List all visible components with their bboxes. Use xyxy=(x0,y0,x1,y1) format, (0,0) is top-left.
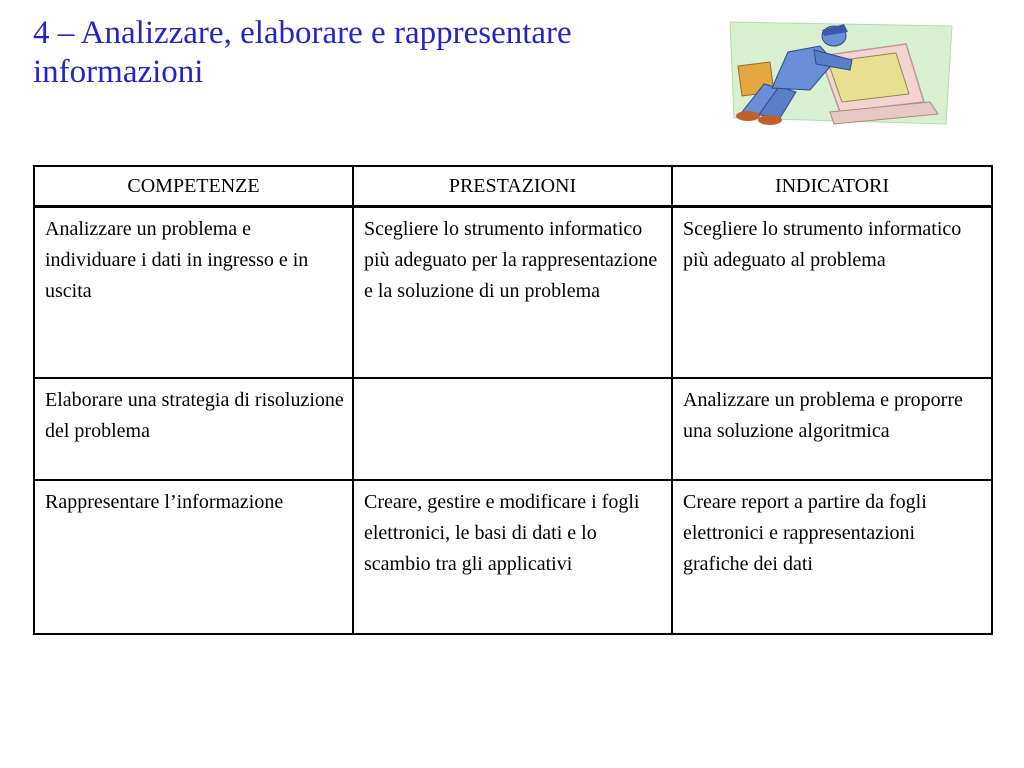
header-indicatori: INDICATORI xyxy=(672,166,992,206)
table-cell: Analizzare un problema e proporre una soluzione algoritmica xyxy=(672,378,992,480)
slide-title-line-2: informazioni xyxy=(33,54,204,90)
table-cell: Rappresentare l’informazione xyxy=(34,480,353,634)
table-cell: Creare, gestire e modificare i fogli elettronici, le basi di dati e lo scambio tra gli applicativi xyxy=(353,480,672,634)
table-header-row xyxy=(34,166,992,206)
header-competenze: COMPETENZE xyxy=(34,166,353,206)
table-cell: Creare report a partire da fogli elettronici e rappresentazioni grafiche dei dati xyxy=(672,480,992,634)
table-row xyxy=(34,378,992,480)
slide-title-line-1: 4 – Analizzare, elaborare e rappresentare xyxy=(33,15,572,51)
table-cell xyxy=(353,378,672,480)
header-prestazioni: PRESTAZIONI xyxy=(353,166,672,206)
table-cell: Scegliere lo strumento informatico più adeguato al problema xyxy=(672,206,992,378)
slide-title xyxy=(33,14,713,92)
table-cell: Scegliere lo strumento informatico più adeguato per la rappresentazione e la soluzione di un problema xyxy=(353,206,672,378)
table-cell: Analizzare un problema e individuare i dati in ingresso e in uscita xyxy=(34,206,353,378)
person-reaching-into-computer-icon xyxy=(724,16,956,128)
table-row xyxy=(34,206,992,378)
table-cell: Elaborare una strategia di risoluzione del problema xyxy=(34,378,353,480)
competence-table xyxy=(33,165,993,635)
table-row xyxy=(34,480,992,634)
